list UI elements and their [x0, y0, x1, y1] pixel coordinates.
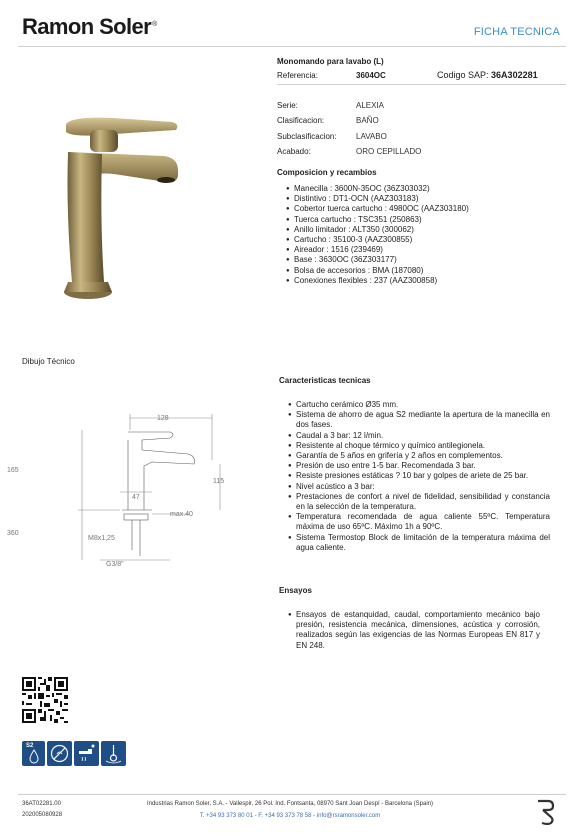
rs-logo: [534, 797, 558, 827]
features-list: [288, 400, 550, 553]
list-item: ● Conexiones flexibles : 237 (AAZ300858): [286, 276, 556, 286]
tests-title: Ensayos: [279, 586, 312, 595]
list-item: ● Nivel acústico a 3 bar:: [288, 482, 550, 492]
reference-label: Referencia:: [277, 71, 318, 80]
reference-value: 3604OC: [356, 71, 386, 80]
header-divider: [18, 46, 566, 47]
list-item: ● Anillo limitador : ALT350 (300062): [286, 225, 556, 235]
dim-base: 47: [132, 494, 140, 501]
spec-value: LAVABO: [356, 131, 387, 141]
document-type: FICHA TECNICA: [473, 26, 560, 38]
dim-total-height: 165: [7, 467, 19, 474]
doc-code: 36AT02281.00: [22, 801, 61, 807]
list-item: ● Prestaciones de confort a nivel de fidelidad, sensibilidad y constancia en la selección de la temperatura.: [288, 492, 550, 512]
spec-value: BAÑO: [356, 116, 379, 126]
temperature-icon: [101, 741, 126, 766]
water-saving-icon: [22, 741, 45, 766]
qr-code: [22, 677, 68, 723]
list-item: ● Resistente al choque térmico y químico antilegionela.: [288, 441, 550, 451]
list-item: ● Manecilla : 3600N-35OC (36Z303032): [286, 184, 556, 194]
dim-connection: G3/8": [106, 561, 124, 568]
composition-title: Composicion y recambios: [277, 168, 377, 177]
spec-value: ALEXIA: [356, 101, 385, 110]
dim-max: max.40: [170, 511, 193, 518]
features-title: Caracteristicas tecnicas: [279, 376, 371, 385]
list-item: ● Presión de uso entre 1-5 bar. Recomendada 3 bar.: [288, 461, 550, 471]
product-photo: [54, 112, 204, 312]
list-item: ● Aireador : 1516 (239469): [286, 245, 556, 255]
list-item: ● Ensayos de estanquidad, caudal, comportamiento mecánico bajo presión, resistencia mecánica, dimensiones, acústica y corrosión, realizados según las exigencias de las Normas Europeas EN 817 y EN 248.: [288, 610, 540, 651]
dim-top-width: 128: [157, 415, 169, 422]
composition-list: [286, 184, 556, 286]
list-item: ● Caudal a 3 bar: 12 l/min.: [288, 431, 550, 441]
spec-label: Acabado:: [277, 146, 311, 156]
tests-list: [288, 610, 540, 651]
dim-spout-height: 115: [213, 478, 225, 485]
feature-icons: [22, 741, 126, 766]
spec-row: [277, 101, 421, 116]
list-item: ● Temperatura recomendada de agua caliente 55ºC. Temperatura máxima de uso 65ºC. Máximo 1h a 90ºC.: [288, 512, 550, 532]
list-item: ● Sistema Termostop Block de limitación de la temperatura máxima del agua caliente.: [288, 533, 550, 553]
list-item: ● Sistema de ahorro de agua S2 mediante la apertura de la manecilla en dos fases.: [288, 410, 550, 430]
product-name: Monomando para lavabo (L): [277, 57, 384, 66]
list-item: ● Tuerca cartucho : TSC351 (250863): [286, 215, 556, 225]
dim-thread: M8x1,25: [88, 535, 115, 542]
list-item: ● Cartucho : 35100-3 (AAZ300855): [286, 235, 556, 245]
footer-divider: [18, 794, 566, 795]
spec-row: [277, 132, 421, 147]
list-item: ● Cartucho cerámico Ø35 mm.: [288, 400, 550, 410]
badge-text: S2: [26, 743, 34, 749]
anti-legionella-icon: [47, 741, 72, 766]
list-item: ● Garantía de 5 años en grifería y 2 años en complementos.: [288, 451, 550, 461]
drawing-title: Dibujo Técnico: [22, 357, 75, 366]
dim-below: 360: [7, 530, 19, 537]
spec-value: ORO CEPILLADO: [356, 146, 422, 156]
spec-label: Serie:: [277, 101, 298, 110]
spec-label: Subclasificacion:: [277, 131, 337, 141]
spec-row: [277, 116, 421, 131]
list-item: ● Distintivo : DT1-OCN (AAZ303183): [286, 194, 556, 204]
doc-version: 202005080928: [22, 812, 63, 818]
company-contact: T. +34 93 373 80 01 - F. +34 93 373 78 58 - info@rsramonsoler.com: [199, 813, 381, 819]
cold-water-icon: [74, 741, 99, 766]
list-item: ● Bolsa de accesorios : BMA (187080): [286, 266, 556, 276]
spec-label: Clasificacion:: [277, 116, 325, 126]
list-item: ● Base : 3630OC (36Z303177): [286, 255, 556, 265]
list-item: ● Cobertor tuerca cartucho : 4980OC (AAZ303180): [286, 204, 556, 214]
specs-table: [277, 101, 421, 162]
brand-name: Ramon Soler: [22, 14, 152, 39]
brand-logo: [22, 14, 157, 40]
product-divider: [277, 84, 566, 85]
technical-drawing: [7, 410, 240, 580]
spec-row: [277, 147, 421, 162]
brand-mark: ®: [152, 20, 157, 28]
sap-label: Codigo SAP:: [437, 70, 489, 80]
sap-value: 36A302281: [491, 70, 538, 80]
sap-code: [437, 70, 538, 80]
list-item: ● Resiste presiones estáticas ? 10 bar y golpes de ariete de 25 bar.: [288, 471, 550, 481]
company-address: Industrias Ramon Soler, S.A. - Vallespir, 26 Pol. Ind. Fontsanta, 08970 Sant Joan Despí - Barcelona (Spain): [146, 801, 434, 807]
